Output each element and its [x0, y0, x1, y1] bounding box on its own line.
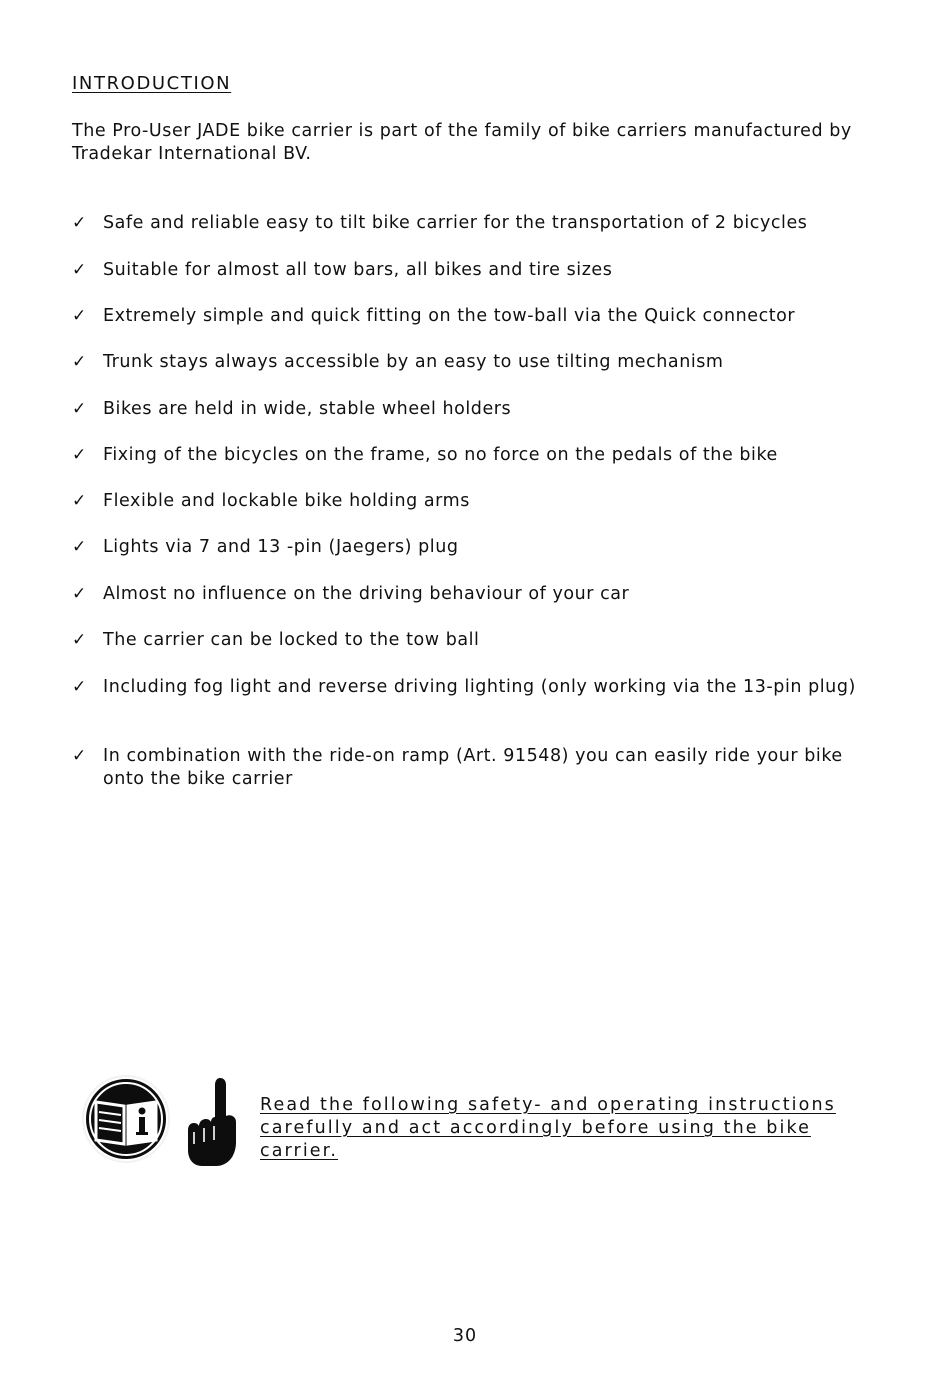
check-icon: ✓	[72, 537, 87, 557]
list-item	[72, 676, 862, 699]
list-item	[72, 212, 862, 235]
list-item	[72, 583, 862, 606]
check-icon: ✓	[72, 306, 87, 326]
check-icon: ✓	[72, 399, 87, 419]
list-item	[72, 629, 862, 652]
check-icon: ✓	[72, 677, 87, 697]
feature-text: Safe and reliable easy to tilt bike carrier for the transportation of 2 bicycles	[103, 213, 808, 233]
attention-finger-icon	[188, 1078, 236, 1166]
intro-paragraph: The Pro-User JADE bike carrier is part of the family of bike carriers manufactured by Tradekar International BV.	[72, 121, 852, 164]
feature-text: Fixing of the bicycles on the frame, so no force on the pedals of the bike	[103, 445, 778, 465]
check-icon: ✓	[72, 491, 87, 511]
check-icon: ✓	[72, 260, 87, 280]
notice-text: Read the following safety- and operating instructions carefully and act accordingly before using the bike carrier.	[260, 1095, 836, 1161]
list-item	[72, 490, 862, 513]
feature-text: Lights via 7 and 13 -pin (Jaegers) plug	[103, 537, 459, 557]
read-manual-icon	[82, 1075, 170, 1163]
feature-text: Including fog light and reverse driving lighting (only working via the 13-pin plug)	[103, 677, 856, 697]
list-item	[72, 259, 862, 282]
feature-text: Bikes are held in wide, stable wheel holders	[103, 399, 512, 419]
check-icon: ✓	[72, 630, 87, 650]
list-item	[72, 444, 862, 467]
safety-notice	[72, 1072, 872, 1172]
check-icon: ✓	[72, 584, 87, 604]
check-icon: ✓	[72, 746, 87, 766]
feature-text: Suitable for almost all tow bars, all bikes and tire sizes	[103, 260, 613, 280]
feature-text: The carrier can be locked to the tow ball	[103, 630, 480, 650]
list-item	[72, 745, 862, 791]
list-item	[72, 305, 862, 328]
feature-text: Almost no influence on the driving behaviour of your car	[103, 584, 630, 604]
check-icon: ✓	[72, 213, 87, 233]
check-icon: ✓	[72, 352, 87, 372]
notice-icons	[72, 1072, 244, 1170]
page-number: 30	[452, 1326, 478, 1346]
list-item	[72, 398, 862, 421]
list-item	[72, 351, 862, 374]
check-icon: ✓	[72, 445, 87, 465]
feature-text: Extremely simple and quick fitting on the tow-ball via the Quick connector	[103, 306, 796, 326]
feature-text: Flexible and lockable bike holding arms	[103, 491, 470, 511]
feature-text: Trunk stays always accessible by an easy to use tilting mechanism	[103, 352, 724, 372]
list-item	[72, 536, 862, 559]
page-title: INTRODUCTION	[72, 73, 232, 94]
feature-text: In combination with the ride-on ramp (Art. 91548) you can easily ride your bike onto the bike carrier	[103, 746, 843, 789]
